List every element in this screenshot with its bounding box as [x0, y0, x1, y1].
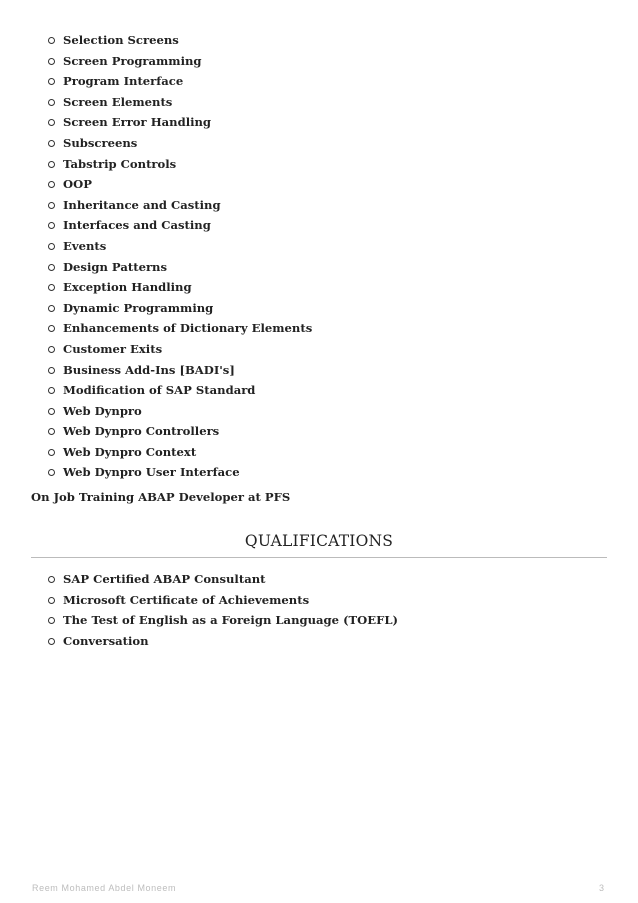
- circle-bullet-icon: [48, 284, 55, 291]
- list-item: [48, 215, 312, 236]
- circle-bullet-icon: [48, 58, 55, 65]
- list-item-text: Program Interface: [63, 74, 184, 89]
- list-item: [48, 112, 312, 133]
- list-item: [48, 257, 312, 278]
- list-item-text: Dynamic Programming: [63, 300, 214, 315]
- circle-bullet-icon: [48, 617, 55, 624]
- list-item: [48, 401, 312, 422]
- circle-bullet-icon: [48, 99, 55, 106]
- list-item: [48, 154, 312, 175]
- qualifications-heading: QUALIFICATIONS: [244, 532, 394, 550]
- list-item-text: Design Patterns: [63, 259, 168, 274]
- circle-bullet-icon: [48, 305, 55, 312]
- list-item-text: Selection Screens: [63, 33, 179, 47]
- list-item: [48, 71, 312, 92]
- list-item: [48, 298, 312, 319]
- circle-bullet-icon: [48, 181, 55, 188]
- list-item-text: Screen Programming: [63, 53, 202, 68]
- qualifications-list: [48, 569, 398, 651]
- list-item: [48, 360, 312, 381]
- circle-bullet-icon: [48, 408, 55, 415]
- circle-bullet-icon: [48, 140, 55, 147]
- list-item: [48, 590, 398, 611]
- list-item: [48, 421, 312, 442]
- list-item-text: Tabstrip Controls: [63, 156, 177, 171]
- list-item-text: Microsoft Certificate of Achievements: [63, 592, 310, 607]
- list-item-text: Enhancements of Dictionary Elements: [63, 321, 313, 336]
- circle-bullet-icon: [48, 78, 55, 85]
- training-entry: On Job Training ABAP Developer at PFS: [31, 490, 291, 504]
- list-item-text: Subscreens: [63, 135, 138, 150]
- circle-bullet-icon: [48, 346, 55, 353]
- circle-bullet-icon: [48, 202, 55, 209]
- training-topics-list: [48, 30, 312, 483]
- list-item: [48, 30, 312, 51]
- circle-bullet-icon: [48, 161, 55, 168]
- list-item-text: Events: [63, 238, 107, 253]
- circle-bullet-icon: [48, 387, 55, 394]
- list-item-text: Modification of SAP Standard: [63, 383, 256, 398]
- list-item: [48, 318, 312, 339]
- list-item: [48, 92, 312, 113]
- list-item: [48, 380, 312, 401]
- footer-author-name: Reem Mohamed Abdel Moneem: [32, 883, 177, 893]
- circle-bullet-icon: [48, 576, 55, 583]
- list-item: [48, 462, 312, 483]
- list-item: [48, 51, 312, 72]
- list-item: [48, 133, 312, 154]
- circle-bullet-icon: [48, 325, 55, 332]
- circle-bullet-icon: [48, 469, 55, 476]
- list-item-text: Web Dynpro Controllers: [63, 424, 220, 439]
- list-item-text: Conversation: [63, 633, 149, 648]
- circle-bullet-icon: [48, 243, 55, 250]
- list-item-text: Web Dynpro User Interface: [63, 465, 240, 480]
- list-item: [48, 442, 312, 463]
- list-item-text: Exception Handling: [63, 280, 192, 295]
- list-item: [48, 339, 312, 360]
- list-item: [48, 610, 398, 631]
- list-item-text: Inheritance and Casting: [63, 197, 221, 212]
- circle-bullet-icon: [48, 222, 55, 229]
- list-item: [48, 631, 398, 652]
- list-item-text: Web Dynpro: [63, 403, 142, 418]
- circle-bullet-icon: [48, 428, 55, 435]
- list-item-text: Screen Error Handling: [63, 115, 212, 130]
- circle-bullet-icon: [48, 638, 55, 645]
- circle-bullet-icon: [48, 367, 55, 374]
- list-item-text: OOP: [63, 177, 92, 192]
- list-item-text: The Test of English as a Foreign Language (TOEFL): [63, 613, 398, 628]
- circle-bullet-icon: [48, 597, 55, 604]
- circle-bullet-icon: [48, 264, 55, 271]
- footer-page-number: 3: [598, 883, 604, 893]
- list-item-text: Web Dynpro Context: [63, 444, 197, 459]
- list-item: [48, 195, 312, 216]
- list-item: [48, 277, 312, 298]
- circle-bullet-icon: [48, 449, 55, 456]
- list-item: [48, 174, 312, 195]
- list-item: [48, 236, 312, 257]
- list-item-text: SAP Certified ABAP Consultant: [63, 572, 266, 586]
- section-divider: [31, 557, 607, 558]
- list-item-text: Business Add-Ins [BADI's]: [63, 362, 235, 377]
- list-item-text: Interfaces and Casting: [63, 218, 211, 233]
- circle-bullet-icon: [48, 119, 55, 126]
- list-item: [48, 569, 398, 590]
- list-item-text: Customer Exits: [63, 341, 163, 356]
- list-item-text: Screen Elements: [63, 94, 173, 109]
- circle-bullet-icon: [48, 37, 55, 44]
